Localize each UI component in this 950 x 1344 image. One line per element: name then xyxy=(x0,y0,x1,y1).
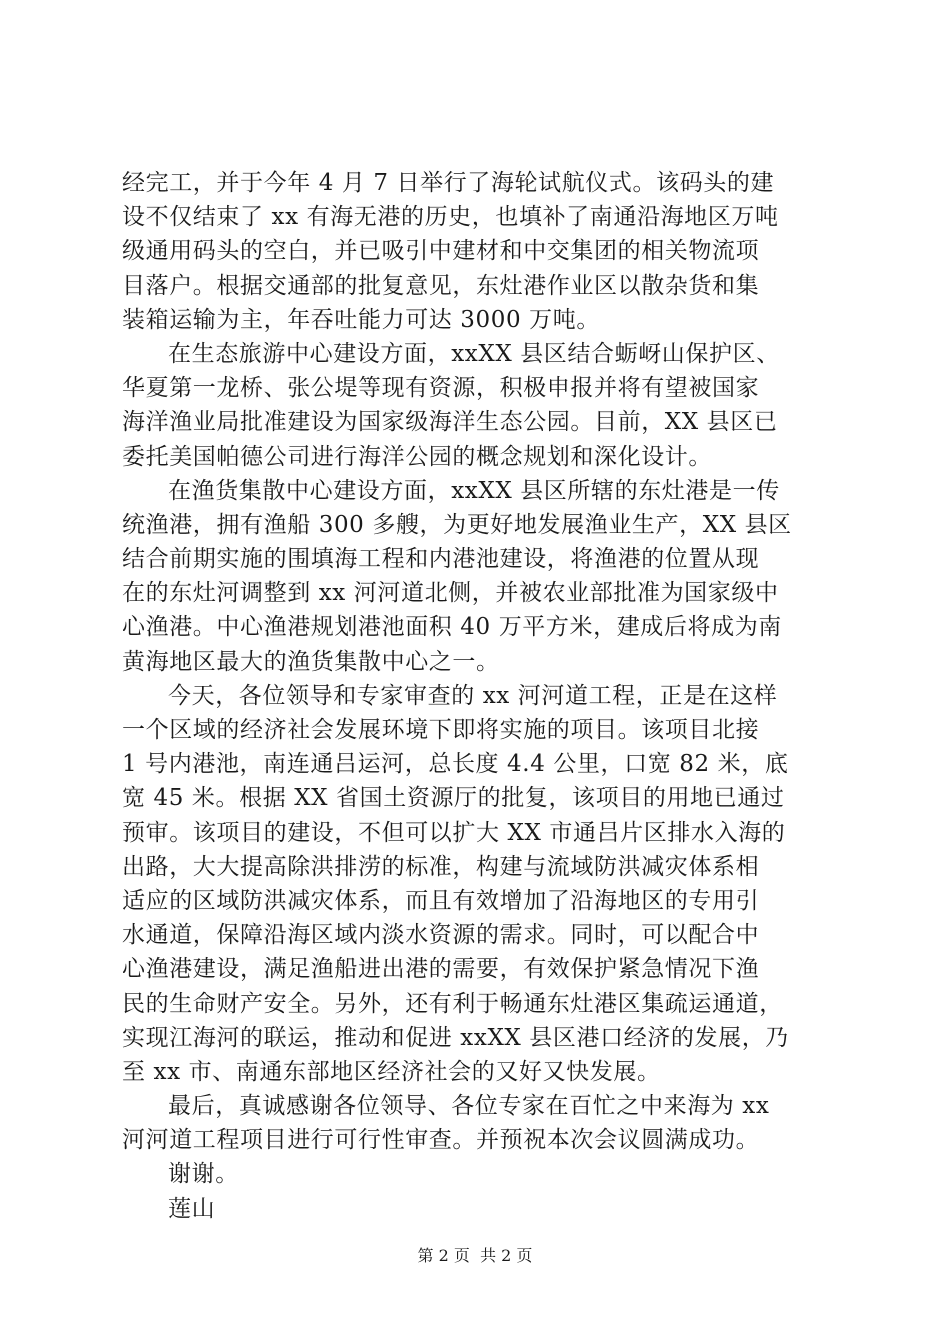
text-line: 心渔港。中心渔港规划港池面积 40 万平方米，建成后将成为南 xyxy=(122,614,782,641)
text-line: 最后，真诚感谢各位领导、各位专家在百忙之中来海为 xx xyxy=(168,1093,770,1120)
text-line: 出路，大大提高除洪排涝的标准，构建与流域防洪减灾体系相 xyxy=(122,853,760,880)
body-text xyxy=(122,166,840,1226)
text-line: 海洋渔业局批准建设为国家级海洋生态公园。目前，XX 县区已 xyxy=(122,409,778,436)
text-line: 装箱运输为主，年吞吐能力可达 3000 万吨。 xyxy=(122,306,600,333)
text-line: 水通道，保障沿海区域内淡水资源的需求。同时，可以配合中 xyxy=(122,922,760,949)
page-footer: 第 2 页 共 2 页 xyxy=(417,1246,533,1265)
text-line: 实现江海河的联运，推动和促进 xxXX 县区港口经济的发展，乃 xyxy=(122,1024,789,1051)
text-line: 预审。该项目的建设，不但可以扩大 XX 市通吕片区排水入海的 xyxy=(122,819,786,846)
text-line: 河河道工程项目进行可行性审查。并预祝本次会议圆满成功。 xyxy=(122,1127,760,1154)
text-line: 莲山 xyxy=(168,1195,216,1222)
text-line: 结合前期实施的围填海工程和内港池建设，将渔港的位置从现 xyxy=(122,546,760,573)
text-line: 1 号内港池，南连通吕运河，总长度 4.4 公里，口宽 82 米，底 xyxy=(122,751,789,778)
text-line: 统渔港，拥有渔船 300 多艘，为更好地发展渔业生产，XX 县区 xyxy=(122,511,792,538)
text-line: 目落户。根据交通部的批复意见，东灶港作业区以散杂货和集 xyxy=(122,272,760,299)
text-line: 谢谢。 xyxy=(168,1161,239,1188)
text-line: 在的东灶河调整到 xx 河河道北侧，并被农业部批准为国家级中 xyxy=(122,580,779,607)
text-line: 心渔港建设，满足渔船进出港的需要，有效保护紧急情况下渔 xyxy=(122,956,760,983)
text-line: 宽 45 米。根据 XX 省国土资源厅的批复，该项目的用地已通过 xyxy=(122,785,785,812)
text-line: 一个区域的经济社会发展环境下即将实施的项目。该项目北接 xyxy=(122,717,760,743)
text-line: 在渔货集散中心建设方面，xxXX 县区所辖的东灶港是一传 xyxy=(168,477,780,504)
text-line: 级通用码头的空白，并已吸引中建材和中交集团的相关物流项 xyxy=(122,238,760,265)
text-line: 至 xx 市、南通东部地区经济社会的又好又快发展。 xyxy=(122,1058,661,1085)
text-line: 经完工，并于今年 4 月 7 日举行了海轮试航仪式。该码头的建 xyxy=(122,170,775,196)
text-line: 华夏第一龙桥、张公堤等现有资源，积极申报并将有望被国家 xyxy=(122,375,760,402)
text-line: 今天，各位领导和专家审查的 xx 河河道工程，正是在这样 xyxy=(168,682,778,709)
text-line: 在生态旅游中心建设方面，xxXX 县区结合蛎岈山保护区、 xyxy=(168,340,780,367)
text-line: 适应的区域防洪减灾体系，而且有效增加了沿海地区的专用引 xyxy=(122,887,760,914)
text-line: 民的生命财产安全。另外，还有利于畅通东灶港区集疏运通道， xyxy=(122,990,783,1017)
text-line: 设不仅结束了 xx 有海无港的历史，也填补了南通沿海地区万吨 xyxy=(122,204,779,231)
text-line: 委托美国帕德公司进行海洋公园的概念规划和深化设计。 xyxy=(122,443,712,470)
text-line: 黄海地区最大的渔货集散中心之一。 xyxy=(122,648,500,675)
